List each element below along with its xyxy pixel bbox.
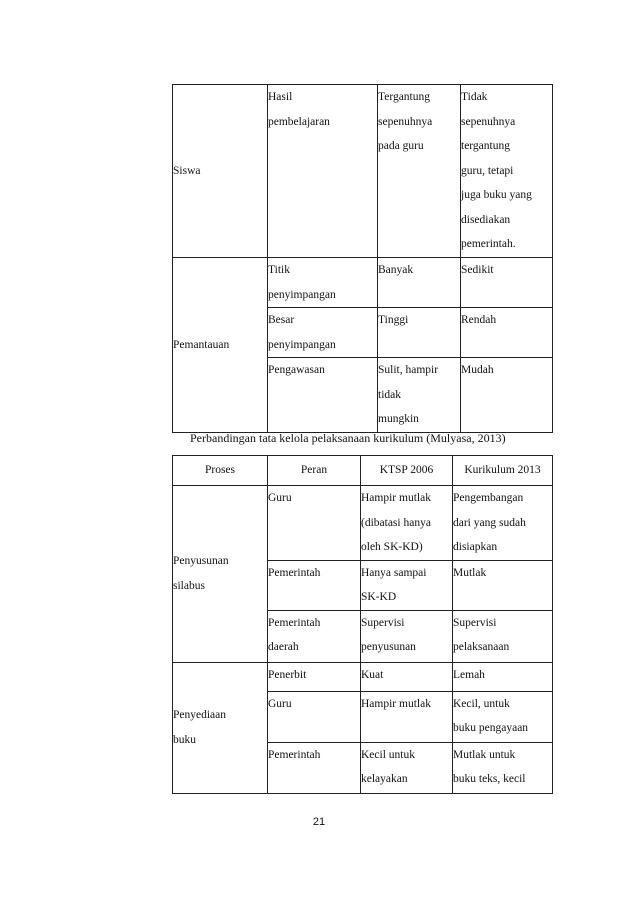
cell-line: Hasil [268, 91, 293, 103]
row-label-pemantauan: Pemantauan [173, 258, 268, 433]
cell-line: Sedikit [461, 264, 494, 276]
cell-line: Rendah [461, 314, 497, 326]
cell-line: Guru [268, 697, 292, 710]
cell-ktsp [361, 662, 453, 691]
cell-ktsp [361, 486, 453, 561]
cell-line: Besar [268, 314, 295, 326]
cell-line: juga buku yang [461, 189, 532, 201]
cell-line: Pengawasan [268, 364, 325, 376]
cell-pemantauan-3-col3 [461, 358, 553, 433]
cell-ktsp [361, 610, 453, 662]
cell-line: Tinggi [378, 314, 409, 326]
cell-line: Hampir mutlak [361, 697, 431, 710]
cell-line: buku [173, 733, 196, 746]
cell-line: Pemerintah [268, 748, 321, 761]
cell-line: Hanya sampai [361, 566, 427, 579]
cell-line: Supervisi [361, 616, 405, 629]
cell-k13 [453, 486, 553, 561]
cell-peran [268, 742, 361, 793]
cell-line: penyimpangan [268, 288, 336, 301]
row-label-penyusunan-silabus [173, 486, 268, 663]
cell-line: oleh SK-KD) [361, 541, 423, 553]
cell-line: pelaksanaan [453, 641, 510, 653]
cell-line: sepenuhnya [461, 115, 516, 128]
cell-line: Mutlak untuk [453, 748, 516, 761]
cell-peran [268, 691, 361, 742]
cell-k13 [453, 742, 553, 793]
cell-line: disiapkan [453, 541, 498, 553]
cell-pemantauan-3-col2 [378, 358, 461, 433]
cell-pemantauan-3-col1 [268, 358, 378, 433]
cell-line: tidak [378, 388, 401, 401]
cell-pemantauan-2-col2 [378, 308, 461, 358]
cell-peran [268, 560, 361, 610]
cell-line: Guru [268, 492, 292, 504]
table-row-pemantauan-1 [173, 258, 553, 308]
header-kurikulum-2013: Kurikulum 2013 [453, 456, 553, 486]
cell-line: pada guru [378, 140, 424, 152]
cell-line: Penyediaan [173, 709, 227, 721]
cell-siswa-col1 [268, 85, 378, 258]
cell-line: Mudah [461, 364, 494, 376]
header-proses: Proses [173, 456, 268, 486]
cell-ktsp [361, 742, 453, 793]
curriculum-comparison-table [172, 455, 553, 794]
cell-pemantauan-1-col2 [378, 258, 461, 308]
cell-line: buku pengayaan [453, 722, 529, 734]
cell-line: Kecil, untuk [453, 697, 510, 710]
table-row-siswa [173, 85, 553, 258]
cell-peran [268, 610, 361, 662]
table-header-row [173, 456, 553, 486]
cell-line: Banyak [378, 264, 414, 276]
table-row [173, 486, 553, 561]
table-row [173, 662, 553, 691]
cell-pemantauan-1-col3 [461, 258, 553, 308]
page-number: 21 [312, 816, 326, 828]
cell-line: Sulit, hampir [378, 364, 439, 376]
cell-line: pemerintah. [461, 238, 516, 250]
cell-line: sepenuhnya [378, 115, 433, 128]
cell-peran [268, 486, 361, 561]
cell-line: Supervisi [453, 616, 497, 629]
cell-line: SK-KD [361, 591, 397, 603]
cell-pemantauan-1-col1 [268, 258, 378, 308]
cell-line: pembelajaran [268, 115, 330, 128]
cell-line: Kuat [361, 668, 384, 681]
cell-k13 [453, 560, 553, 610]
cell-line: mungkin [378, 413, 419, 425]
cell-line: Penyusunan [173, 555, 229, 568]
cell-line: tergantung [461, 140, 510, 152]
cell-pemantauan-2-col1 [268, 308, 378, 358]
cell-line: Tidak [461, 91, 488, 103]
header-peran: Peran [268, 456, 361, 486]
cell-line: Titik [268, 264, 290, 276]
row-label-siswa: Siswa [173, 85, 268, 258]
cell-siswa-col3 [461, 85, 553, 258]
cell-line: Hampir mutlak [361, 492, 431, 504]
cell-line: dari yang sudah [453, 516, 526, 529]
cell-line: silabus [173, 579, 205, 592]
cell-ktsp [361, 691, 453, 742]
cell-line: Pemerintah [268, 616, 321, 629]
table-caption: Perbandingan tata kelola pelaksanaan kurikulum (Mulyasa, 2013) [190, 431, 506, 445]
cell-line: Pengembangan [453, 492, 524, 504]
cell-line: Penerbit [268, 668, 307, 681]
cell-line: kelayakan [361, 773, 408, 785]
cell-k13 [453, 662, 553, 691]
cell-ktsp [361, 560, 453, 610]
cell-line: Mutlak [453, 566, 487, 579]
cell-line: penyimpangan [268, 338, 336, 351]
cell-line: daerah [268, 641, 299, 653]
cell-line: disediakan [461, 213, 511, 226]
cell-line: buku teks, kecil [453, 773, 526, 785]
cell-line: penyusunan [361, 641, 416, 653]
cell-siswa-col2 [378, 85, 461, 258]
comparison-table-continued [172, 84, 553, 433]
cell-line: (dibatasi hanya [361, 516, 431, 529]
cell-line: Kecil untuk [361, 748, 415, 761]
row-label-penyediaan-buku [173, 662, 268, 793]
cell-line: Tergantung [378, 91, 430, 103]
cell-pemantauan-2-col3 [461, 308, 553, 358]
cell-line: Lemah [453, 668, 485, 681]
cell-line: guru, tetapi [461, 164, 514, 177]
cell-peran [268, 662, 361, 691]
header-ktsp-2006: KTSP 2006 [361, 456, 453, 486]
cell-k13 [453, 610, 553, 662]
cell-k13 [453, 691, 553, 742]
cell-line: Pemerintah [268, 566, 321, 579]
